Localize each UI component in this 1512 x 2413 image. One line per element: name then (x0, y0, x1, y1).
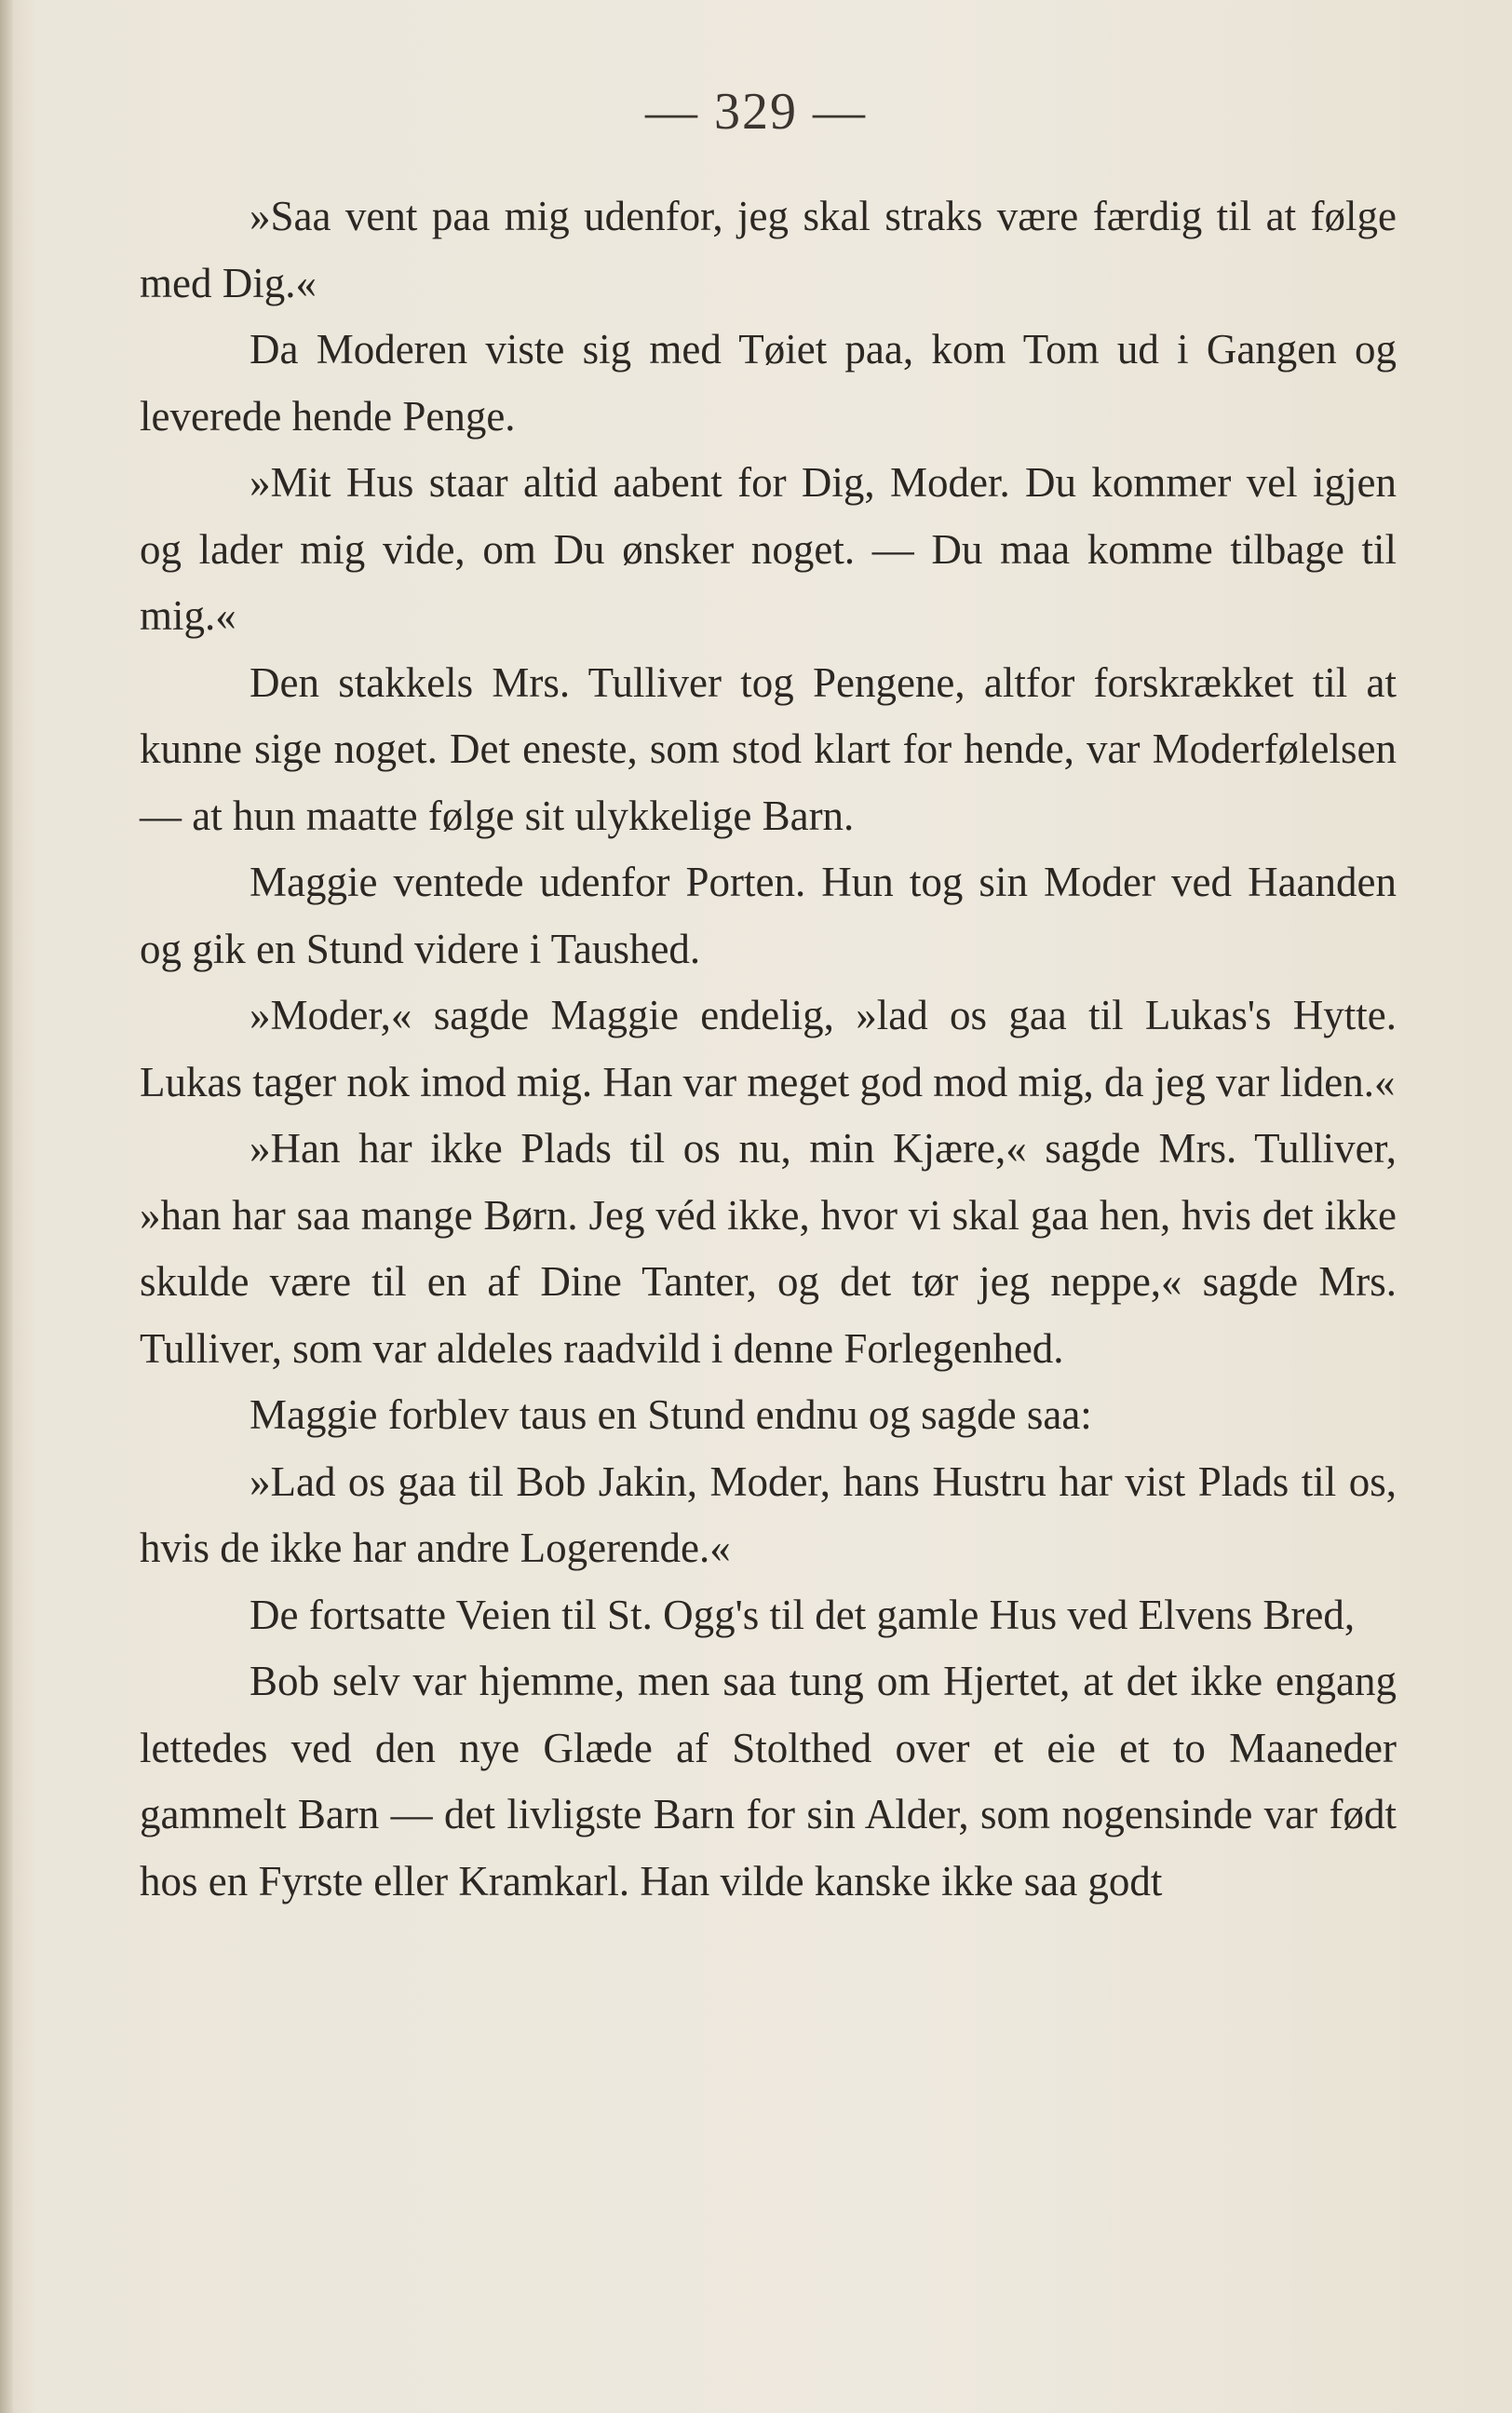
body-text (140, 183, 1397, 1915)
paragraph: »Han har ikke Plads til os nu, min Kjære,« sagde Mrs. Tulliver, »han har saa mange Børn. Jeg véd ikke, hvor vi skal gaa hen, hvis det ikke skulde være til en af Dine Tanter, og det tør jeg neppe,« sagde Mrs. Tulliver, som var aldeles raadvild i denne Forlegenhed. (140, 1125, 1397, 1372)
paragraph: Bob selv var hjemme, men saa tung om Hjertet, at det ikke engang lettedes ved den nye Glæde af Stolthed over et eie et to Maaneder gammelt Barn — det livligste Barn for sin Alder, som nogensinde var født hos en Fyrste eller Kramkarl. Han vilde kanske ikke saa godt (140, 1658, 1397, 1905)
paragraph: Da Moderen viste sig med Tøiet paa, kom Tom ud i Gangen og leverede hende Penge. (140, 326, 1397, 440)
page-number: — 329 — (645, 83, 867, 141)
page-binding-edge (0, 0, 13, 2413)
paragraph: Maggie forblev taus en Stund endnu og sagde saa: (250, 1391, 1092, 1438)
paragraph: Den stakkels Mrs. Tulliver tog Pengene, altfor forskrækket til at kunne sige noget. Det eneste, som stod klart for hende, var Moderfølelsen — at hun maatte følge sit ulykkelige Barn. (140, 658, 1397, 839)
paragraph: Maggie ventede udenfor Porten. Hun tog sin Moder ved Haanden og gik en Stund videre i Taushed. (140, 859, 1397, 972)
paragraph: »Mit Hus staar altid aabent for Dig, Moder. Du kommer vel igjen og lader mig vide, om Du ønsker noget. — Du maa komme tilbage til mig.« (140, 459, 1397, 639)
paragraph: De fortsatte Veien til St. Ogg's til det gamle Hus ved Elvens Bred, (250, 1591, 1356, 1638)
paragraph: »Lad os gaa til Bob Jakin, Moder, hans Hustru har vist Plads til os, hvis de ikke har andre Logerende.« (140, 1457, 1397, 1571)
paragraph: »Moder,« sagde Maggie endelig, »lad os gaa til Lukas's Hytte. Lukas tager nok imod mig. Han var meget god mod mig, da jeg var liden.« (140, 992, 1397, 1105)
paragraph: »Saa vent paa mig udenfor, jeg skal straks være færdig til at følge med Dig.« (140, 193, 1397, 306)
